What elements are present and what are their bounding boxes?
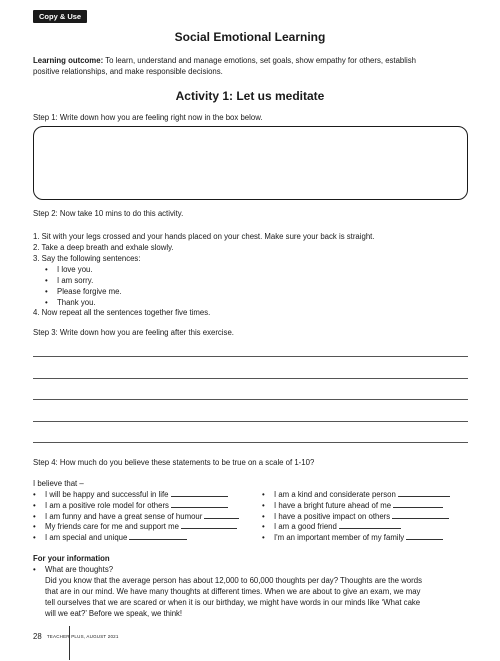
outcome-text-1: To learn, understand and manage emotions, set goals, show empathy for others, establish (103, 56, 416, 65)
info-paragraph-line: tell ourselves that we are scared or when it is our birthday, we might have words in our minds like ‘What cake (45, 598, 421, 607)
rating-blank[interactable] (393, 500, 443, 508)
statement-right: • I'm an important member of my family (262, 532, 443, 543)
footer (33, 632, 119, 641)
statement-left: • I am a positive role model for others (33, 500, 228, 511)
learning-outcome (33, 55, 473, 77)
sentence-item: • I am sorry. (45, 276, 94, 285)
sentence-item: • Thank you. (45, 298, 96, 307)
sentence-item: • I love you. (45, 265, 93, 274)
statement-left: • I am funny and have a great sense of humour (33, 511, 239, 522)
step-3: Step 3: Write down how you are feeling after this exercise. (33, 328, 234, 337)
writing-line[interactable] (33, 442, 468, 443)
page-title: Social Emotional Learning (174, 30, 326, 44)
page-number: 28 (33, 632, 42, 641)
info-bullet: • What are thoughts? (33, 565, 114, 574)
rating-blank[interactable] (181, 521, 237, 529)
rating-blank[interactable] (392, 511, 449, 519)
step-2: Step 2: Now take 10 mins to do this activity. (33, 209, 184, 218)
instruction-2: 2. Take a deep breath and exhale slowly. (33, 243, 174, 252)
statement-left: • My friends care for me and support me (33, 521, 237, 532)
info-paragraph-line: that are in our mind. We have many thoughts at different times. When we are about to give an exam, we may (45, 587, 421, 596)
sentence-item: • Please forgive me. (45, 287, 122, 296)
rating-blank[interactable] (398, 489, 450, 497)
rating-blank[interactable] (171, 489, 228, 497)
copy-use-tag: Copy & Use (33, 10, 87, 23)
rating-blank[interactable] (339, 521, 401, 529)
statement-right: • I am a good friend (262, 521, 401, 532)
info-paragraph-line: will we eat?’ Before we speak, we think! (45, 609, 183, 618)
activity-title: Activity 1: Let us meditate (175, 89, 325, 103)
instruction-3: 3. Say the following sentences: (33, 254, 141, 263)
statement-right: • I am a kind and considerate person (262, 489, 450, 500)
believe-intro: I believe that – (33, 479, 84, 488)
rating-blank[interactable] (406, 532, 443, 540)
statement-left: • I will be happy and successful in life (33, 489, 228, 500)
writing-line[interactable] (33, 399, 468, 400)
outcome-label: Learning outcome: (33, 56, 104, 65)
writing-line[interactable] (33, 421, 468, 422)
statement-left: • I am special and unique (33, 532, 187, 543)
step-4: Step 4: How much do you believe these statements to be true on a scale of 1-10? (33, 458, 315, 467)
instruction-1: 1. Sit with your legs crossed and your hands placed on your chest. Make sure your back is straight. (33, 232, 375, 241)
instruction-4: 4. Now repeat all the sentences together five times. (33, 308, 211, 317)
step-1: Step 1: Write down how you are feeling right now in the box below. (33, 113, 263, 122)
writing-line[interactable] (33, 356, 468, 357)
writing-line[interactable] (33, 378, 468, 379)
publication-name: TEACHER PLUS, AUGUST 2021 (46, 634, 119, 639)
info-paragraph-line: Did you know that the average person has about 12,000 to 60,000 thoughts per day? Thoughts are the words (45, 576, 422, 585)
rating-blank[interactable] (129, 532, 187, 540)
statement-right: • I have a bright future ahead of me (262, 500, 443, 511)
rating-blank[interactable] (204, 511, 239, 519)
outcome-text-2: positive relationships, and make responsible decisions. (33, 67, 223, 76)
feelings-box[interactable] (33, 126, 468, 200)
rating-blank[interactable] (171, 500, 228, 508)
info-heading: For your information (33, 554, 110, 563)
statement-right: • I have a positive impact on others (262, 511, 449, 522)
